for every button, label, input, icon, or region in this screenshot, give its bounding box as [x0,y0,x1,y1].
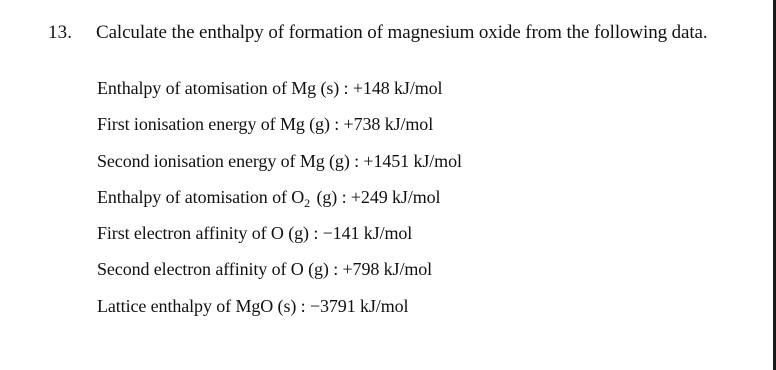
question-text: Calculate the enthalpy of formation of magnesium oxide from the following data. [96,22,708,43]
data-line-o2-label-end: (g) : +249 kJ/mol [312,186,441,207]
o2-subscript: 2 [304,195,311,210]
data-line-mg-first-ionisation: First ionisation energy of Mg (g) : +738 kJ/mol [97,114,434,135]
data-line-mg-atomisation: Enthalpy of atomisation of Mg (s) : +148 kJ/mol [97,78,443,98]
data-line-o-first-electron-affinity: First electron affinity of O (g) : −141 kJ/mol [97,223,413,244]
data-line-o-second-electron-affinity: Second electron affinity of O (g) : +798 kJ/mol [97,259,433,280]
question-number: 13. [48,22,73,43]
data-line-o2-atomisation [97,187,462,223]
data-line-o2-label-start: Enthalpy of atomisation of O [97,186,305,207]
data-line-mg-second-ionisation: Second ionisation energy of Mg (g) : +1451 kJ/mol [97,150,462,171]
data-list [97,78,462,332]
data-line-mgo-lattice-enthalpy: Lattice enthalpy of MgO (s) : −3791 kJ/mol [97,295,409,316]
